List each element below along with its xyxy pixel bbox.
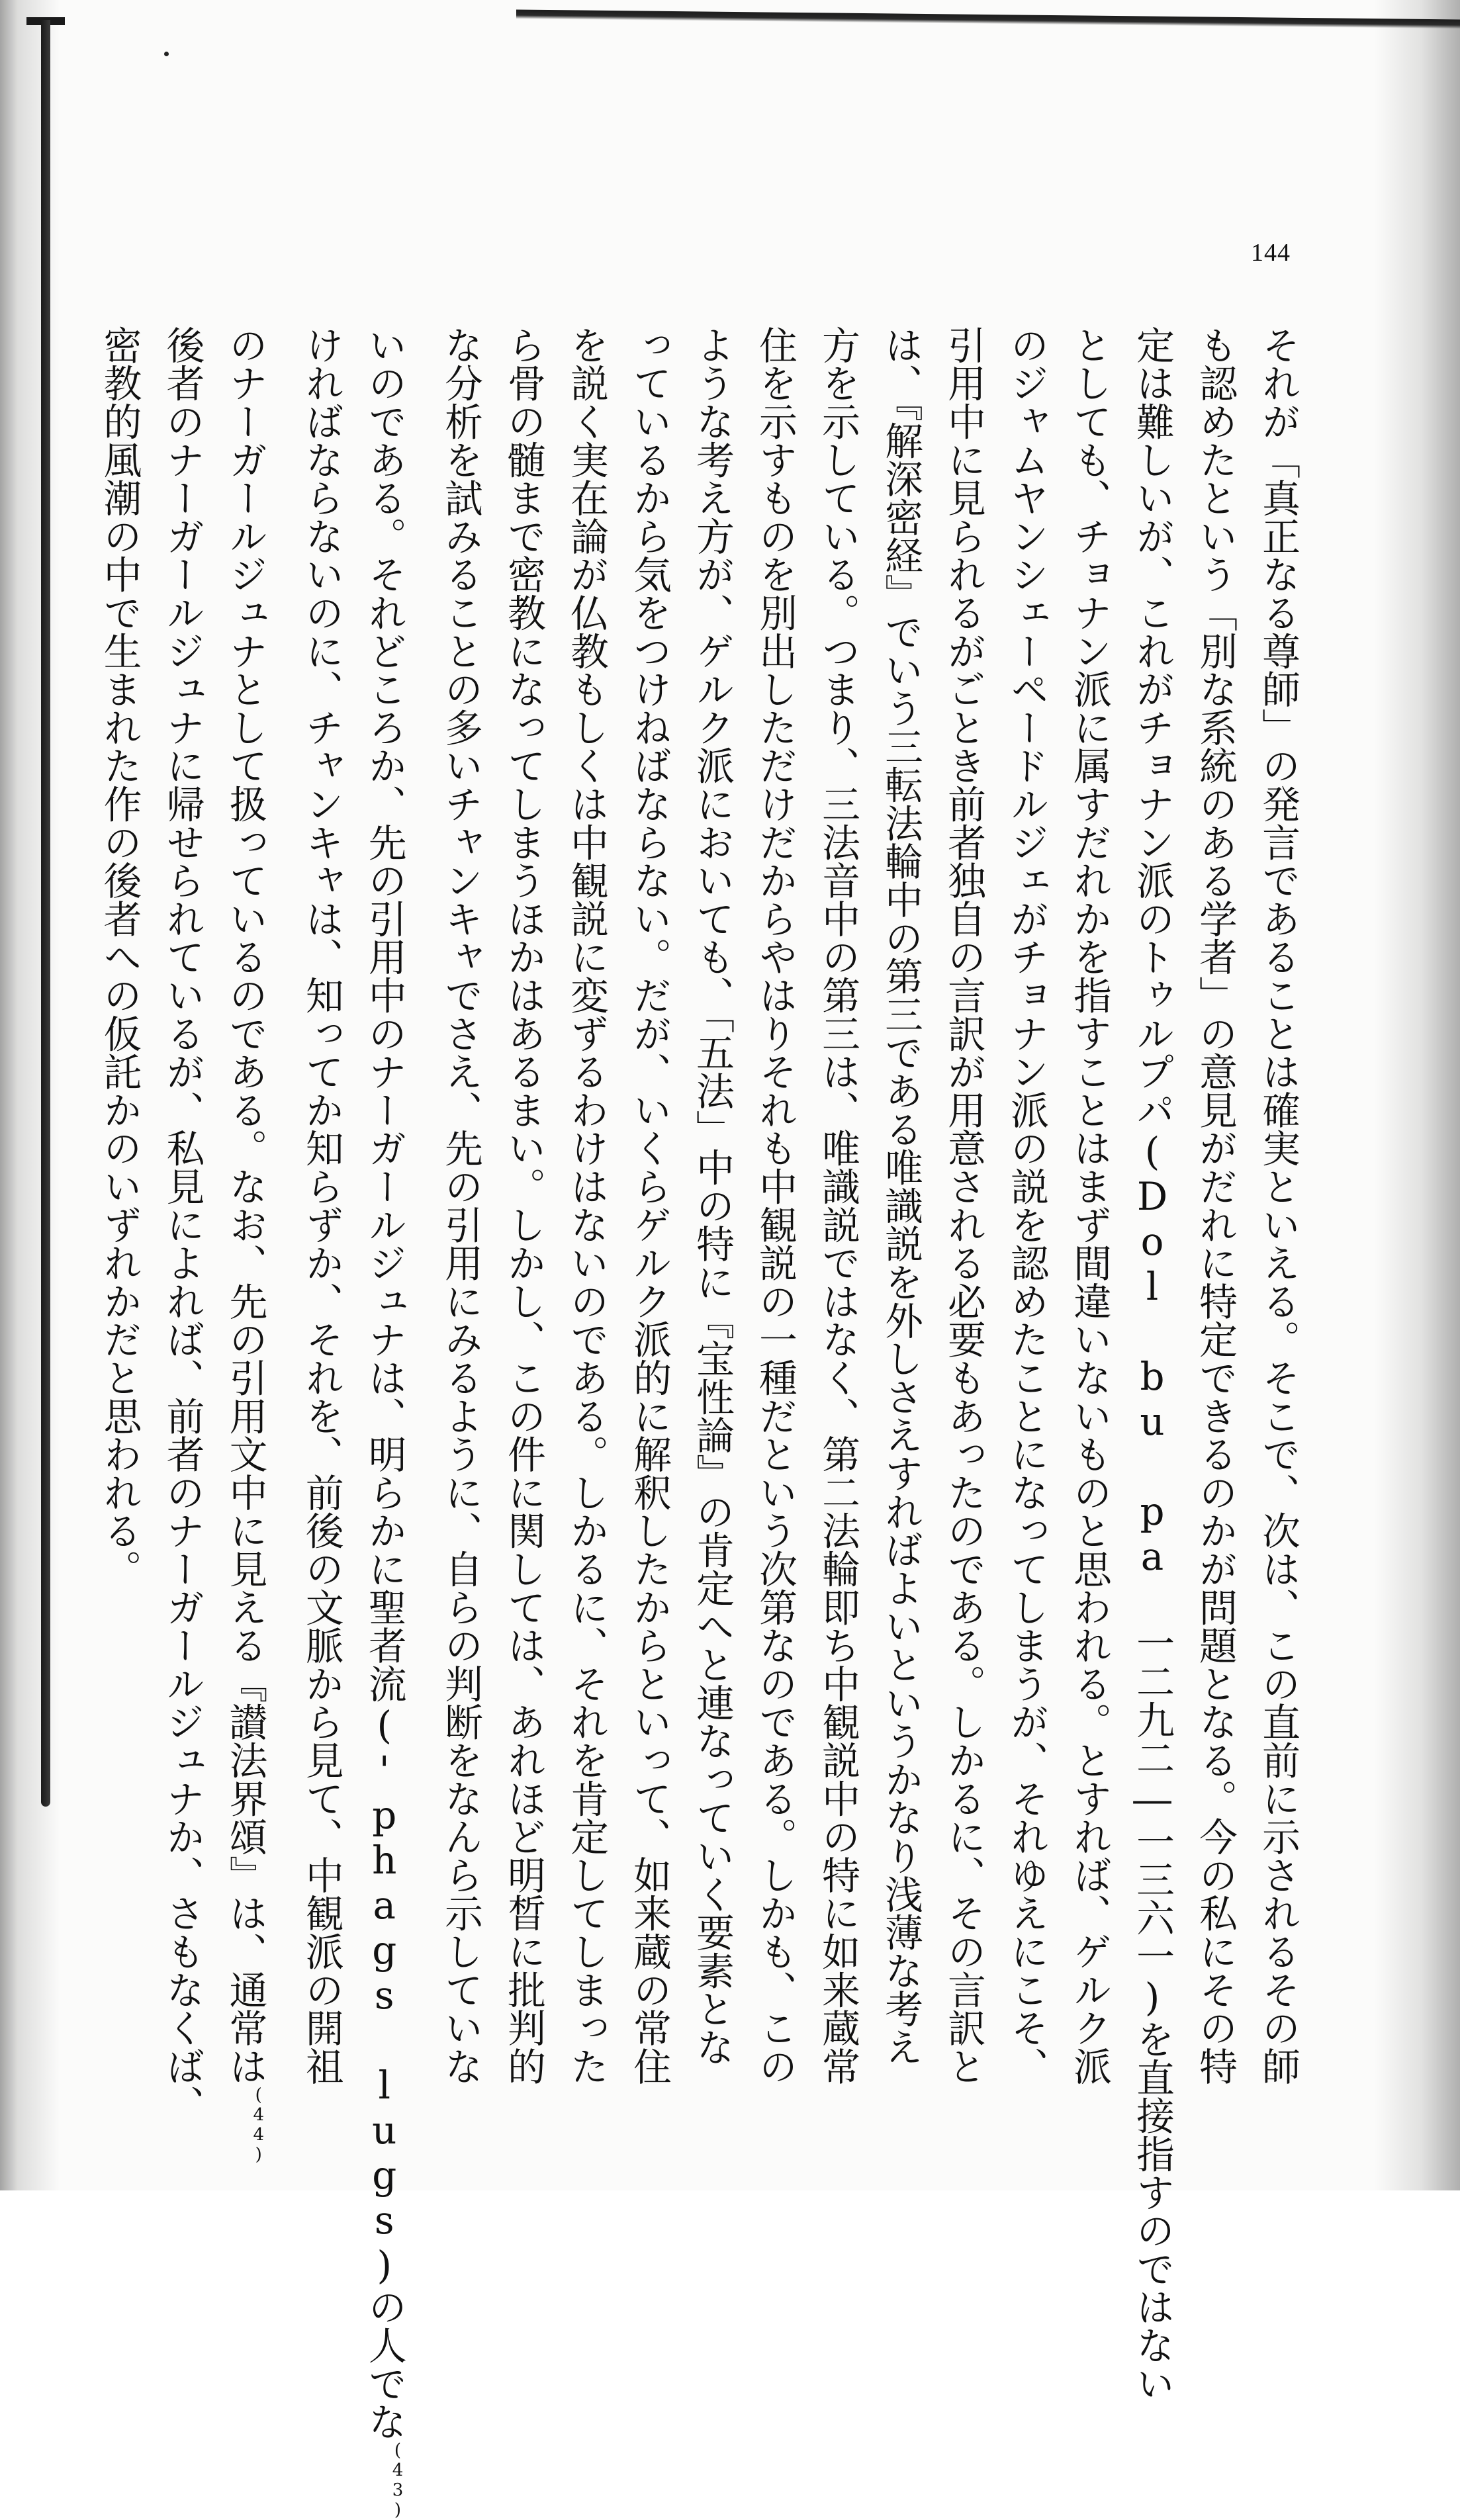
scan-right-shadow <box>1374 0 1460 2190</box>
text-line-10: ような考え方が、ゲルク派においても、「五法」中の特に『宝性論』の肯定へと連なっていく要素とな <box>690 326 735 2066</box>
text-line-19: 密教的風潮の中で生まれた作の後者への仮託かのいずれかだと思われる。 <box>97 326 142 1588</box>
page-number: 144 <box>1251 239 1291 267</box>
text-line-17 <box>213 326 289 2165</box>
text-line-2: も認めたという「別な系統のある学者」の意見がだれに特定できるのかが問題となる。今の私にその特 <box>1193 326 1238 2085</box>
text-line-15-main: いのである。それどころか、先の引用中のナーガールジュナは、明らかに聖者流('phags lugs)の人でな <box>361 326 407 2441</box>
text-line-3: 定は難しいが、これがチョナン派のトゥルプパ(Dol bu pa 一二九二―一三六一)を直接指すのではない <box>1130 326 1175 2403</box>
text-line-9: 住を示すものを別出しただけだからやはりそれも中観説の一種だという次第なのである。しかも、この <box>753 326 798 2085</box>
text-line-4: としても、チョナン派に属すだれかを指すことはまず間違いないものと思われる。とすれば、ゲルク派 <box>1067 326 1112 2085</box>
scan-left-shadow <box>0 0 60 2190</box>
text-line-14: な分析を試みることの多いチャンキャでさえ、先の引用にみるように、自らの判断をなんら示していな <box>438 326 483 2085</box>
text-line-12: を説く実在論が仏教もしくは中観説に変ずるわけはないのである。しかるに、それを肯定してしまった <box>564 326 609 2085</box>
text-line-8: 方を示している。つまり、三法音中の第三は、唯識説ではなく、第二法輪即ち中観説中の特に如来蔵常 <box>815 326 860 2085</box>
footnote-ref-43: (43) <box>388 2441 408 2520</box>
scan-top-edge <box>516 10 1460 29</box>
footnote-ref-44: (44) <box>248 2085 269 2165</box>
text-line-18: 後者のナーガールジュナに帰せられているが、私見によれば、前者のナーガールジュナか、さもなくば、 <box>160 326 205 2124</box>
text-line-6: 引用中に見られるがごとき前者独自の言訳が用意される必要もあったのである。しかるに、その言訳と <box>941 326 986 2085</box>
text-line-5: のジャムヤンシェーペードルジェがチョナン派の説を認めたことになってしまうが、それゆえにこそ、 <box>1004 326 1049 2085</box>
text-line-13: ら骨の髄まで密教になってしまうほかはあるまい。しかし、この件に関しては、あれほど明晳に批判的 <box>501 326 546 2085</box>
body-text <box>87 326 1309 2520</box>
text-line-7: は、『解深密経』でいう三転法輪中の第三である唯識説を外しさえすればよいというかなり浅薄な考え <box>878 326 923 2066</box>
text-line-17-main: のナーガールジュナとして扱っているのである。なお、先の引用文中に見える『讃法界頌』は、通常は <box>222 326 268 2085</box>
scan-spine-edge <box>41 20 50 1807</box>
text-line-1: それが「真正なる尊師」の発言であることは確実といえる。そこで、次は、この直前に示されるその師 <box>1255 326 1300 2085</box>
scan-speck <box>164 52 169 56</box>
text-line-15 <box>353 326 429 2520</box>
text-line-16: ければならないのに、チャンキャは、知ってか知らずか、それを、前後の文脈から見て、中観派の開祖 <box>298 326 344 2085</box>
text-line-11: っているから気をつけねばならない。だが、いくらゲルク派的に解釈したからといって、如来蔵の常住 <box>627 326 672 2085</box>
